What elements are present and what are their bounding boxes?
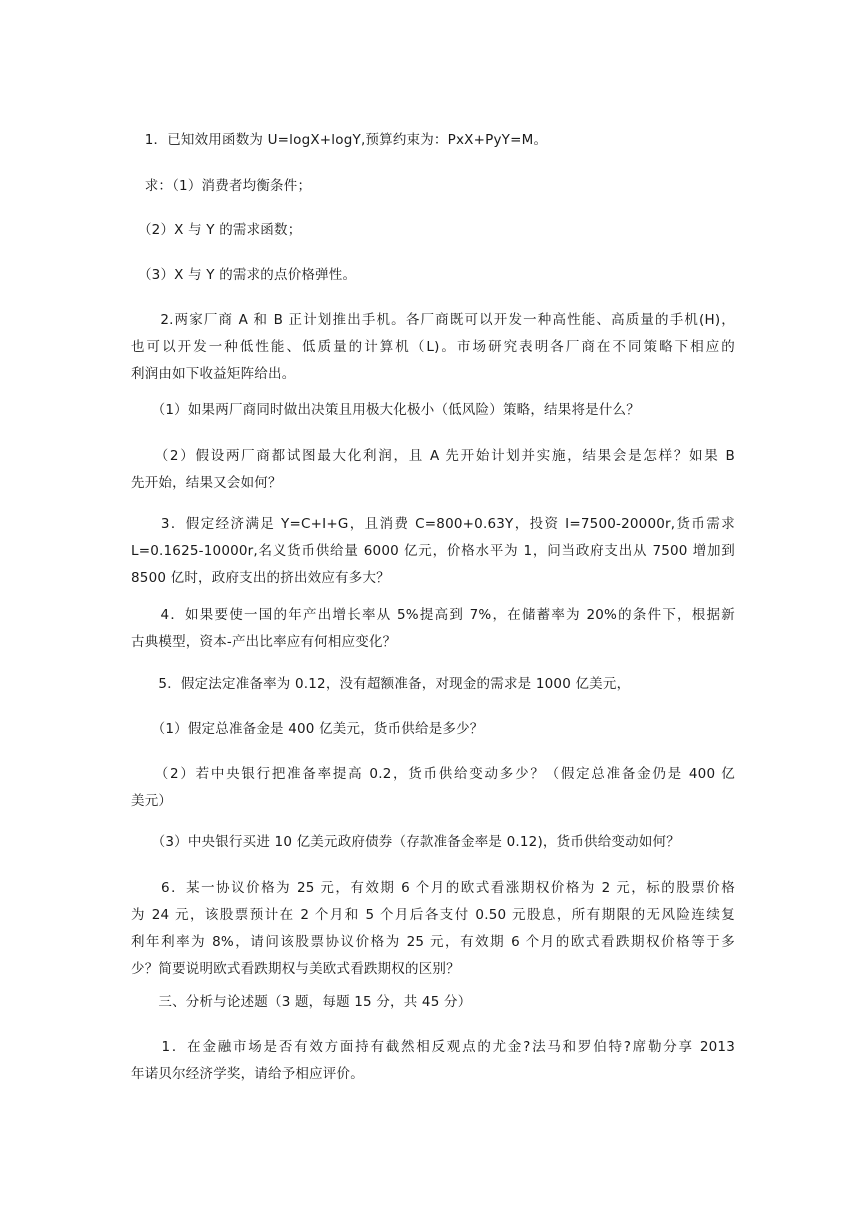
essay-question-1 <box>131 1034 735 1088</box>
text-line: 6．某一协议价格为 25 元，有效期 6 个月的欧式看涨期权价格为 2 元，标的股票价格 <box>131 880 735 896</box>
text-line: 三、分析与论述题（3 题，每题 15 分，共 45 分） <box>131 994 472 1010</box>
text-line: 求：（1）消费者均衡条件； <box>131 178 312 194</box>
question-1-prompt <box>131 173 735 200</box>
text-line: 少？简要说明欧式看跌期权与美欧式看跌期权的区别？ <box>131 961 460 977</box>
question-1 <box>131 127 735 154</box>
question-3 <box>131 511 735 592</box>
question-2 <box>131 307 735 388</box>
question-6 <box>131 875 735 983</box>
text-line: 年诺贝尔经济学奖，请给予相应评价。 <box>131 1066 364 1082</box>
text-line: 2.两家厂商 A 和 B 正计划推出手机。各厂商既可以开发一种高性能、高质量的手机(H)， <box>131 312 735 328</box>
text-line: 利年利率为 8%，请问该股票协议价格为 25 元，有效期 6 个月的欧式看跌期权价格等于多 <box>131 934 735 950</box>
text-line: 古典模型，资本-产出比率应有何相应变化？ <box>131 634 397 650</box>
text-line: 8500 亿时，政府支出的挤出效应有多大？ <box>131 570 390 586</box>
text-line: （1）假定总准备金是 400 亿美元，货币供给是多少？ <box>131 721 484 737</box>
text-line: 利润由如下收益矩阵给出。 <box>131 366 296 382</box>
text-line: 4．如果要使一国的年产出增长率从 5%提高到 7%，在储蓄率为 20%的条件下，根据新 <box>131 607 735 623</box>
section-heading <box>131 989 735 1016</box>
question-5 <box>131 671 735 698</box>
text-line: 1．已知效用函数为 U=logX+logY,预算约束为：PxX+PyY=M。 <box>131 132 548 148</box>
text-line: 1．在金融市场是否有效方面持有截然相反观点的尤金?法马和罗伯特?席勒分享 2013 <box>131 1039 735 1055</box>
text-line: 为 24 元，该股票预计在 2 个月和 5 个月后各支付 0.50 元股息，所有期限的无风险连续复 <box>131 907 735 923</box>
question-2-part-1 <box>131 397 735 424</box>
question-2-part-2 <box>131 443 735 497</box>
text-line: 也可以开发一种低性能、低质量的计算机（L)。市场研究表明各厂商在不同策略下相应的 <box>131 339 735 355</box>
text-line: （3）中央银行买进 10 亿美元政府债券（存款准备金率是 0.12)，货币供给变动如何？ <box>131 834 680 850</box>
question-5-part-1 <box>131 716 735 743</box>
text-line: 5．假定法定准备率为 0.12，没有超额准备，对现金的需求是 1000 亿美元， <box>131 676 631 692</box>
question-5-part-3 <box>131 829 735 856</box>
text-line: 美元） <box>131 793 173 809</box>
text-line: （2）X 与 Y 的需求函数； <box>131 222 302 238</box>
question-5-part-2 <box>131 761 735 815</box>
question-1-part-3 <box>131 262 735 289</box>
text-line: 先开始，结果又会如何？ <box>131 475 282 491</box>
text-line: 3．假定经济满足 Y=C+I+G，且消费 C=800+0.63Y，投资 I=7500-20000r,货币需求 <box>131 516 735 532</box>
text-line: L=0.1625-10000r,名义货币供给量 6000 亿元，价格水平为 1，问当政府支出从 7500 增加到 <box>131 543 735 559</box>
text-line: （3）X 与 Y 的需求的点价格弹性。 <box>131 267 357 283</box>
text-line: （2）假设两厂商都试图最大化利润，且 A 先开始计划并实施，结果会是怎样？如果 B <box>131 448 735 464</box>
text-line: （1）如果两厂商同时做出决策且用极大化极小（低风险）策略，结果将是什么？ <box>131 402 640 418</box>
text-line: （2）若中央银行把准备率提高 0.2，货币供给变动多少？（假定总准备金仍是 400 亿 <box>131 766 735 782</box>
question-4 <box>131 602 735 656</box>
question-1-part-2 <box>131 217 735 244</box>
